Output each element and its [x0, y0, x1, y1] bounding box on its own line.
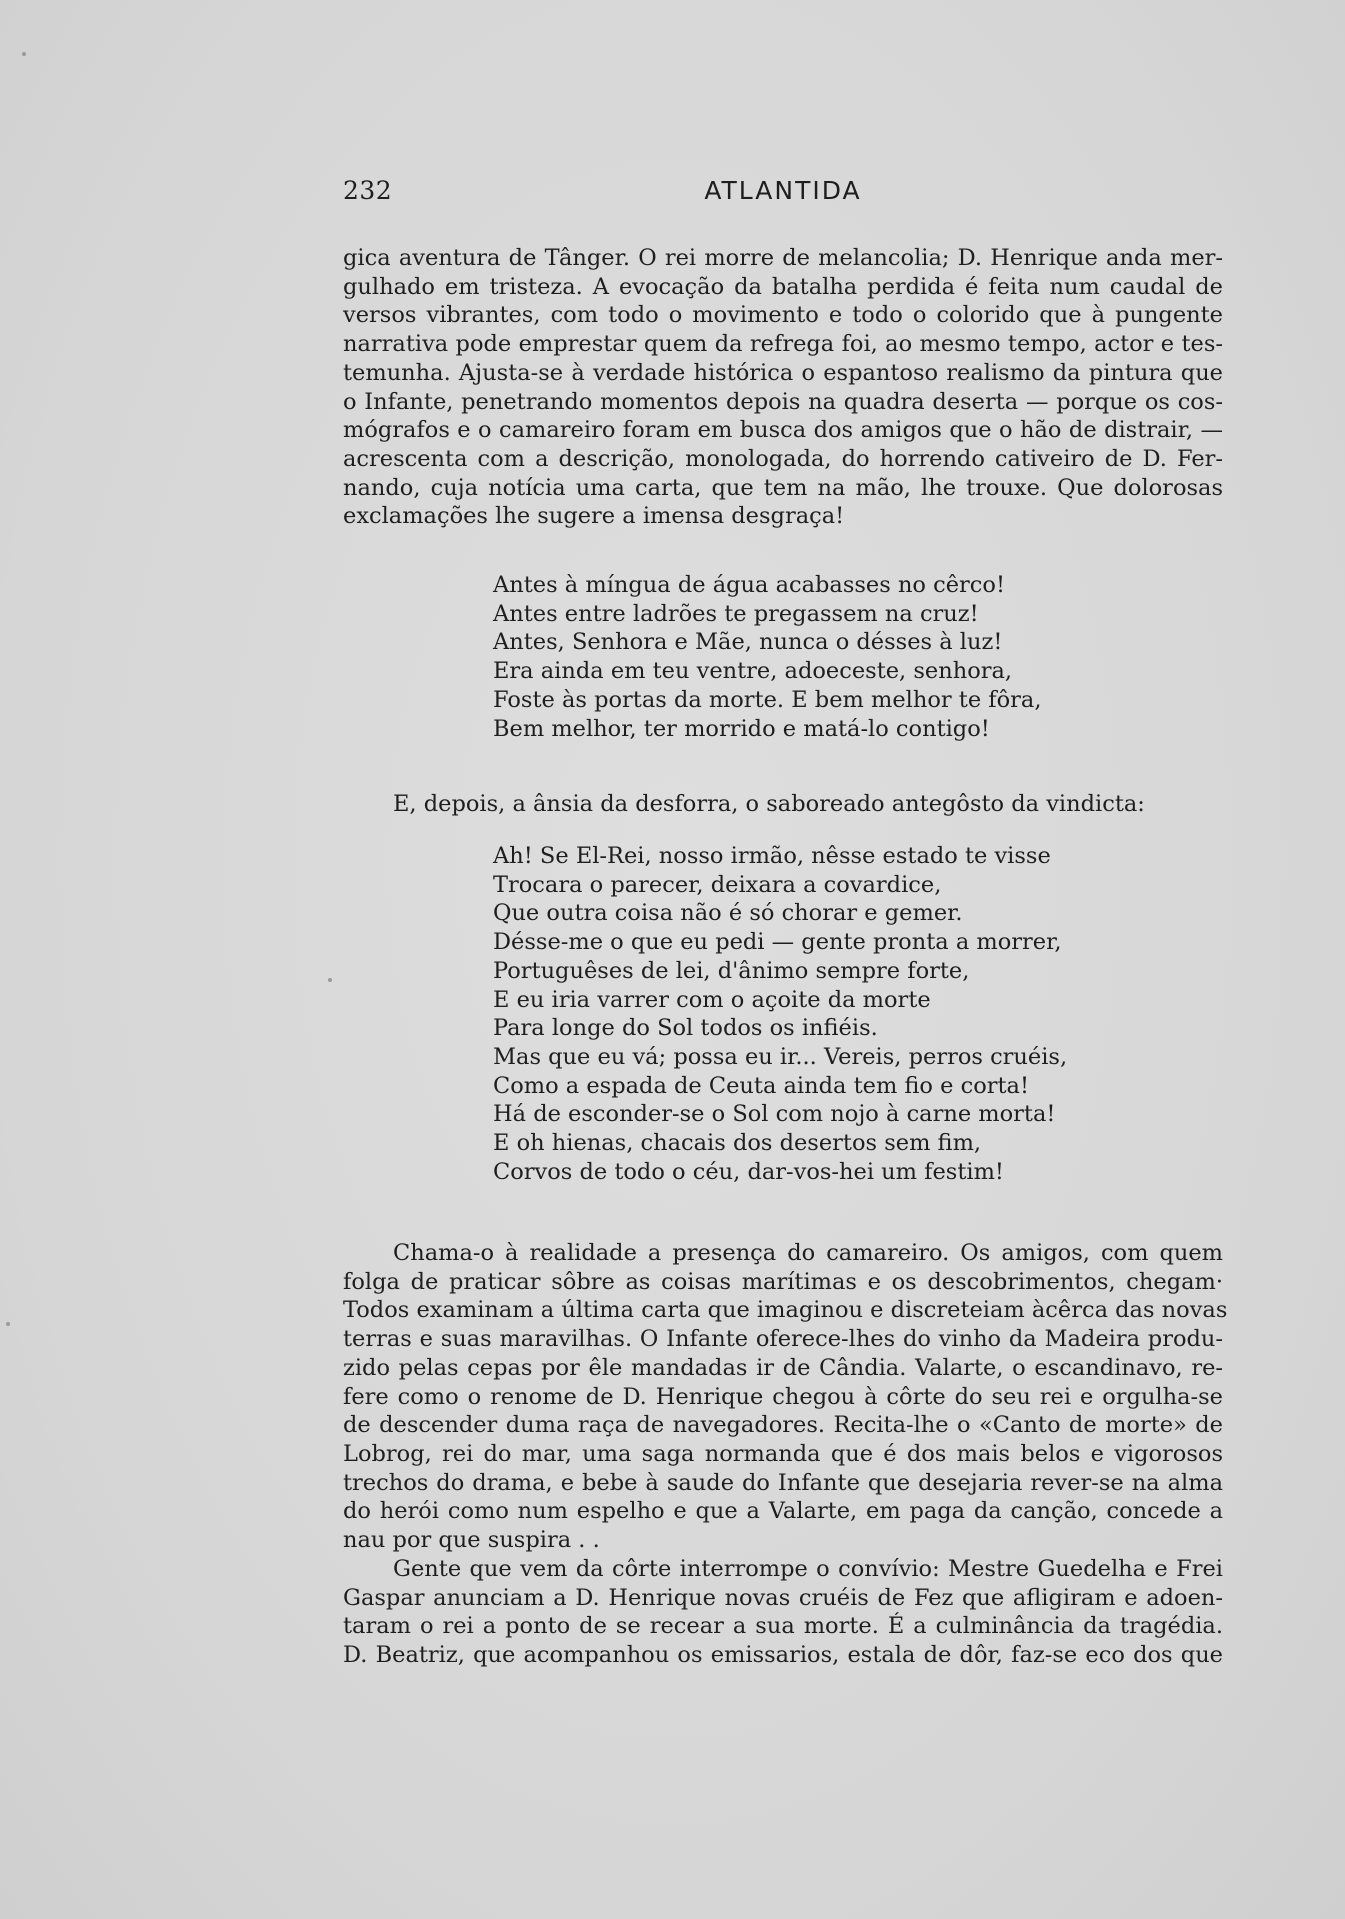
text-line: exclamações lhe sugere a imensa desgraça!	[343, 503, 845, 530]
text-line: gulhado em tristeza. A evocação da batalha perdida é feita num caudal de	[343, 273, 1223, 300]
verse-line: Antes à míngua de água acabasses no cêrco!	[493, 572, 1005, 598]
text-line: o Infante, penetrando momentos depois na quadra deserta — porque os cos-	[343, 388, 1223, 415]
verse-line: Ah! Se El-Rei, nosso irmão, nêsse estado te visse	[493, 843, 1051, 869]
text-line: Chama-o à realidade a presença do camareiro. Os amigos, com quem	[393, 1240, 1223, 1266]
verse-line: Bem melhor, ter morrido e matá-lo contigo!	[493, 715, 990, 742]
verse-intro-line: E, depois, a ânsia da desforra, o saboreado antegôsto da vindicta:	[393, 791, 1145, 817]
verse-line: Que outra coisa não é só chorar e gemer.	[493, 900, 963, 927]
verse-line: Portuguêses de lei, d'ânimo sempre forte,	[493, 957, 970, 984]
verse-block-2	[493, 842, 1067, 1186]
paragraph-1	[343, 244, 1223, 531]
text-line: terras e suas maravilhas. O Infante oferece-lhes do vinho da Madeira produ-	[343, 1326, 1223, 1353]
page-number: 232	[343, 176, 393, 205]
text-line: gica aventura de Tânger. O rei morre de melancolia; D. Henrique anda mer-	[343, 245, 1223, 271]
text-line: de descender duma raça de navegadores. Recita-lhe o «Canto de morte» de	[343, 1412, 1223, 1439]
verse-line: Era ainda em teu ventre, adoeceste, senhora,	[493, 658, 1013, 685]
text-line: acrescenta com a descrição, monologada, do horrendo cativeiro de D. Fer-	[343, 445, 1223, 472]
text-line: mógrafos e o camareiro foram em busca dos amigos que o hão de distrair, —	[343, 417, 1223, 444]
page-header	[343, 176, 1223, 210]
verse-line: Trocara o parecer, deixara a covardice,	[493, 871, 942, 898]
verse-line: Para longe do Sol todos os infiéis.	[493, 1015, 878, 1042]
paragraph-2	[343, 1239, 1228, 1555]
verse-line: Como a espada de Ceuta ainda tem fio e corta!	[493, 1072, 1030, 1099]
text-line: do herói como num espelho e que a Valarte, em paga da canção, concede a	[343, 1498, 1223, 1525]
text-line: taram o rei a ponto de se recear a sua morte. É a culminância da tragédia.	[343, 1613, 1223, 1640]
verse-line: Foste às portas da morte. E bem melhor te fôra,	[493, 686, 1042, 713]
text-line: trechos do drama, e bebe à saude do Infante que desejaria rever-se na alma	[343, 1469, 1223, 1496]
verse-block-1	[493, 571, 1042, 743]
verse-line: E oh hienas, chacais dos desertos sem fim,	[493, 1130, 982, 1157]
running-title: ATLANTIDA	[704, 176, 862, 205]
text-line: nau por que suspira . .	[343, 1527, 600, 1554]
verse-line: Antes entre ladrões te pregassem na cruz!	[493, 600, 979, 627]
text-line: narrativa pode emprestar quem da refrega foi, ao mesmo tempo, actor e tes-	[343, 331, 1223, 358]
text-line: Lobrog, rei do mar, uma saga normanda que é dos mais belos e vigorosos	[343, 1440, 1223, 1467]
text-line: D. Beatriz, que acompanhou os emissarios, estala de dôr, faz-se eco dos que	[343, 1642, 1223, 1669]
text-line: versos vibrantes, com todo o movimento e todo o colorido que à pungente	[343, 302, 1223, 329]
verse-line: E eu iria varrer com o açoite da morte	[493, 986, 931, 1013]
text-line: Gaspar anunciam a D. Henrique novas cruéis de Fez que afligiram e adoen-	[343, 1584, 1223, 1611]
text-line: temunha. Ajusta-se à verdade histórica o espantoso realismo da pintura que	[343, 359, 1223, 386]
text-line: nando, cuja notícia uma carta, que tem na mão, lhe trouxe. Que dolorosas	[343, 474, 1223, 501]
text-line: Todos examinam a última carta que imaginou e discreteiam àcêrca das novas	[343, 1297, 1228, 1324]
verse-line: Corvos de todo o céu, dar-vos-hei um festim!	[493, 1158, 1004, 1185]
paper-speck	[6, 1322, 10, 1326]
paragraph-3	[343, 1555, 1223, 1670]
paper-speck	[328, 978, 332, 982]
text-line: folga de praticar sôbre as coisas marítimas e os descobrimentos, chegam·	[343, 1268, 1223, 1295]
text-line: zido pelas cepas por êle mandadas ir de Cândia. Valarte, o escandinavo, re-	[343, 1354, 1223, 1381]
paper-speck	[22, 52, 26, 56]
text-line: fere como o renome de D. Henrique chegou à côrte do seu rei e orgulha-se	[343, 1383, 1223, 1410]
verse-line: Há de esconder-se o Sol com nojo à carne morta!	[493, 1101, 1056, 1128]
verse-line: Mas que eu vá; possa eu ir... Vereis, perros cruéis,	[493, 1043, 1068, 1070]
text-line: Gente que vem da côrte interrompe o convívio: Mestre Guedelha e Frei	[393, 1556, 1223, 1582]
verse-line: Antes, Senhora e Mãe, nunca o désses à luz!	[493, 629, 1003, 656]
verse-line: Désse-me o que eu pedi — gente pronta a morrer,	[493, 929, 1062, 956]
